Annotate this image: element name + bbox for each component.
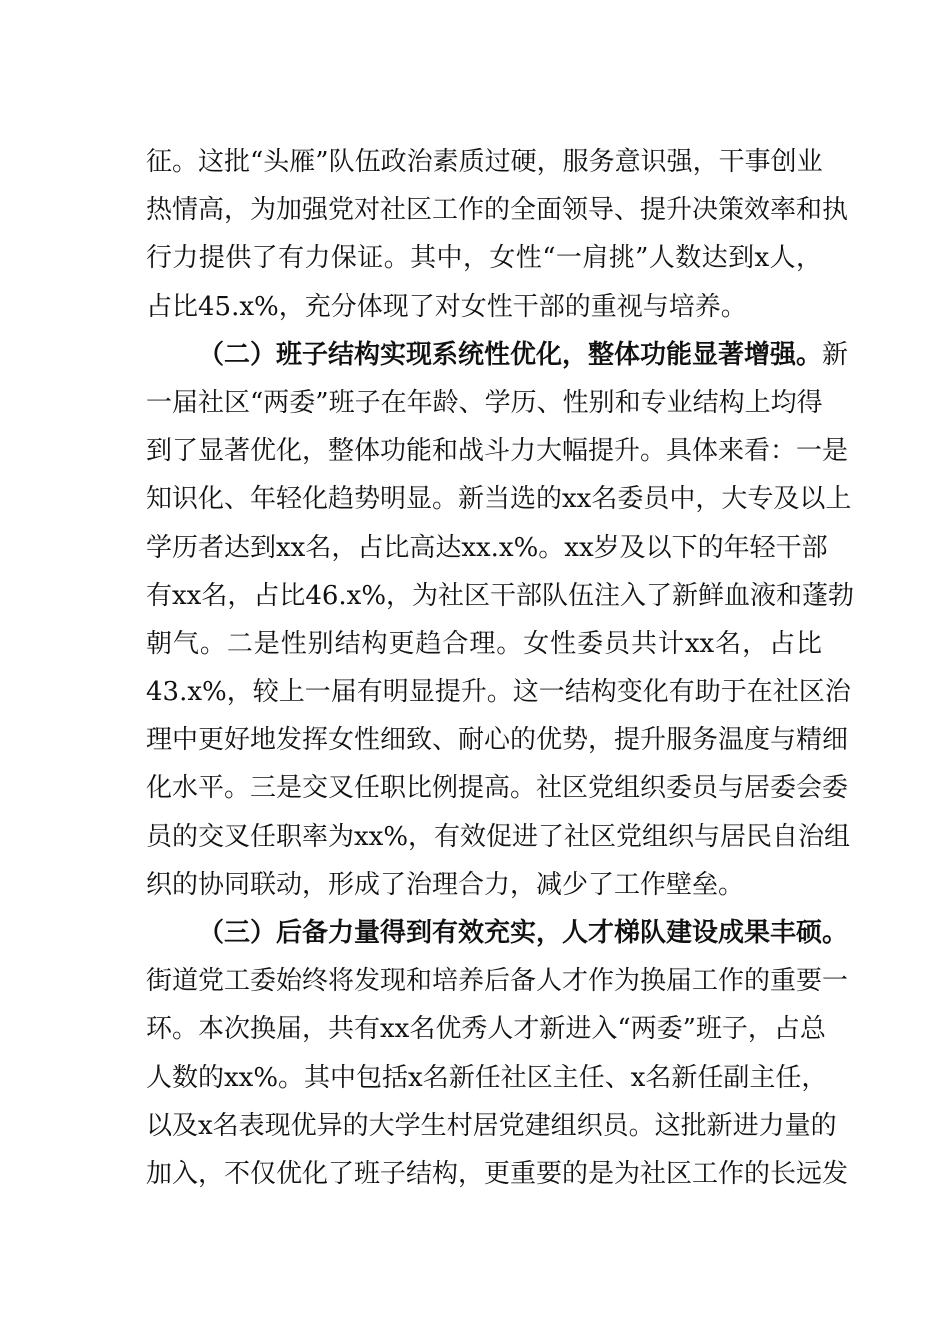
document-body (146, 142, 855, 1202)
paragraph-2-first-line-text: 新 (822, 339, 849, 370)
paragraph-3-line-4: 人数的xx%。其中包括x名新任社区主任、x名新任副主任， (146, 1062, 828, 1093)
paragraph-2-line-7: 朝气。二是性别结构更趋合理。女性委员共计xx名，占比 (146, 628, 822, 659)
paragraph-2-line-10: 化水平。三是交叉任职比例提高。社区党组织委员与居委会委 (146, 773, 849, 804)
section-heading-2: （二）班子结构实现系统性优化，整体功能显著增强。 (198, 339, 823, 370)
paragraph-2-line-2: 一届社区“两委”班子在年龄、学历、性别和专业结构上均得 (146, 387, 823, 418)
paragraph-2-line-6: 有xx名，占比46.x%，为社区干部队伍注入了新鲜血液和蓬勃 (146, 580, 855, 611)
paragraph-2-line-9: 理中更好地发挥女性细致、耐心的优势，提升服务温度与精细 (146, 725, 849, 756)
paragraph-2-line-3: 到了显著优化，整体功能和战斗力大幅提升。具体来看：一是 (146, 436, 849, 467)
paragraph-1-line-4: 占比45.x%，充分体现了对女性干部的重视与培养。 (146, 291, 747, 322)
paragraph-2-first-line (146, 335, 849, 375)
paragraph-1-line-2: 热情高，为加强党对社区工作的全面领导、提升决策效率和执 (146, 195, 849, 226)
paragraph-2-line-8: 43.x%，较上一届有明显提升。这一结构变化有助于在社区治 (146, 677, 851, 708)
paragraph-2-line-12: 织的协同联动，形成了治理合力，减少了工作壁垒。 (146, 869, 745, 900)
paragraph-3-first-line (146, 913, 849, 953)
paragraph-2-line-11: 员的交叉任职率为xx%，有效促进了社区党组织与居民自治组 (146, 821, 851, 852)
paragraph-3-line-2: 街道党工委始终将发现和培养后备人才作为换届工作的重要一 (146, 966, 849, 997)
paragraph-2-line-5: 学历者达到xx名，占比高达xx.x%。xx岁及以下的年轻干部 (146, 532, 828, 563)
paragraph-2-line-4: 知识化、年轻化趋势明显。新当选的xx名委员中，大专及以上 (146, 484, 852, 515)
paragraph-3-line-3: 环。本次换届，共有xx名优秀人才新进入“两委”班子，占总 (146, 1014, 826, 1045)
paragraph-3-line-6: 加入，不仅优化了班子结构，更重要的是为社区工作的长远发 (146, 1158, 849, 1189)
paragraph-1-line-3: 行力提供了有力保证。其中，女性“一肩挑”人数达到x人， (146, 243, 822, 274)
paragraph-3-line-5: 以及x名表现优异的大学生村居党建组织员。这批新进力量的 (146, 1110, 837, 1141)
paragraph-1-line-1: 征。这批“头雁”队伍政治素质过硬，服务意识强，干事创业 (146, 147, 823, 177)
section-heading-3: （三）后备力量得到有效充实，人才梯队建设成果丰硕。 (198, 918, 849, 948)
